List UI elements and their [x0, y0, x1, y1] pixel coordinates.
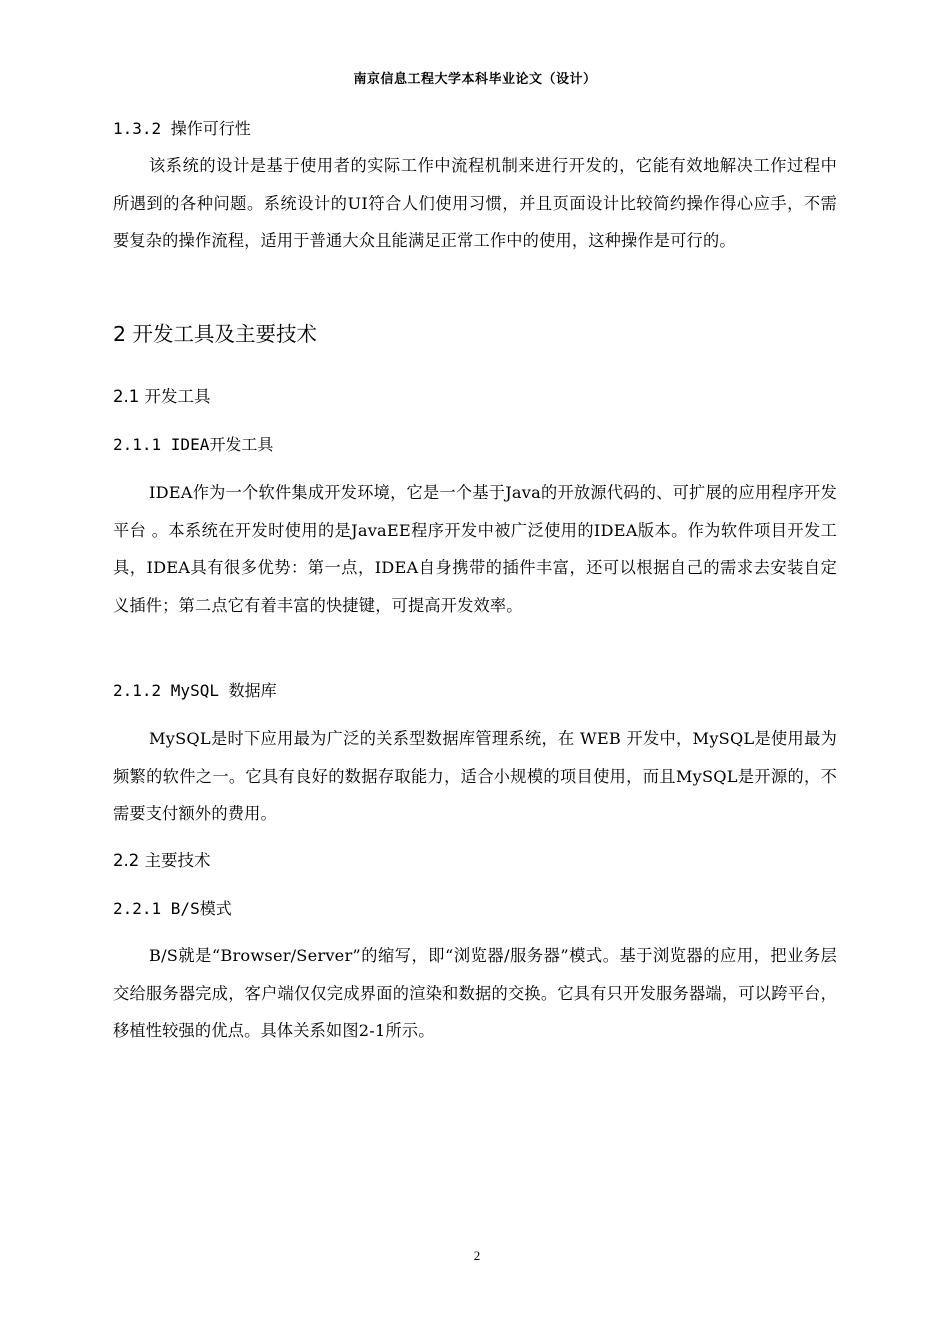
section-1-3-2-heading: 1.3.2 操作可行性 — [113, 119, 251, 138]
section-2-2-heading: 2.2 主要技术 — [113, 851, 211, 870]
chapter-2-heading: 2 开发工具及主要技术 — [113, 322, 318, 346]
section-2-1-2-heading: 2.1.2 MySQL 数据库 — [113, 681, 277, 700]
header-rule — [113, 95, 837, 96]
section-2-1-1-heading: 2.1.1 IDEA开发工具 — [113, 435, 274, 454]
section-2-2-1-paragraph: B/S就是“Browser/Server”的缩写，即“浏览器/服务器”模式。基于浏览器的应用，把业务层交给服务器完成，客户端仅仅完成界面的渲染和数据的交换。它具有只开发服务器端，可以跨平台，移植性较强的优点。具体关系如图2-1所示。 — [113, 946, 837, 1040]
running-header: 南京信息工程大学本科毕业论文（设计） — [353, 72, 597, 87]
section-1-3-2-paragraph: 该系统的设计是基于使用者的实际工作中流程机制来进行开发的，它能有效地解决工作过程中所遇到的各种问题。系统设计的UI符合人们使用习惯，并且页面设计比较简约操作得心应手，不需要复杂的操作流程，适用于普通大众且能满足正常工作中的使用，这种操作是可行的。 — [113, 156, 837, 250]
page-number: 2 — [473, 1248, 481, 1263]
section-2-1-2-paragraph: MySQL是时下应用最为广泛的关系型数据库管理系统，在 WEB 开发中，MySQL是使用最为频繁的软件之一。它具有良好的数据存取能力，适合小规模的项目使用，而且MySQL是开源的，不需要支付额外的费用。 — [113, 729, 837, 823]
section-2-1-1-paragraph: IDEA作为一个软件集成开发环境，它是一个基于Java的开放源代码的、可扩展的应用程序开发平台 。本系统在开发时使用的是JavaEE程序开发中被广泛使用的IDEA版本。作为软件项目开发工具，IDEA具有很多优势：第一点，IDEA自身携带的插件丰富，还可以根据自己的需求去安装自定义插件；第二点它有着丰富的快捷键，可提高开发效率。 — [113, 483, 837, 615]
section-2-1-heading: 2.1 开发工具 — [113, 387, 211, 406]
section-2-2-1-heading: 2.2.1 B/S模式 — [113, 899, 232, 918]
